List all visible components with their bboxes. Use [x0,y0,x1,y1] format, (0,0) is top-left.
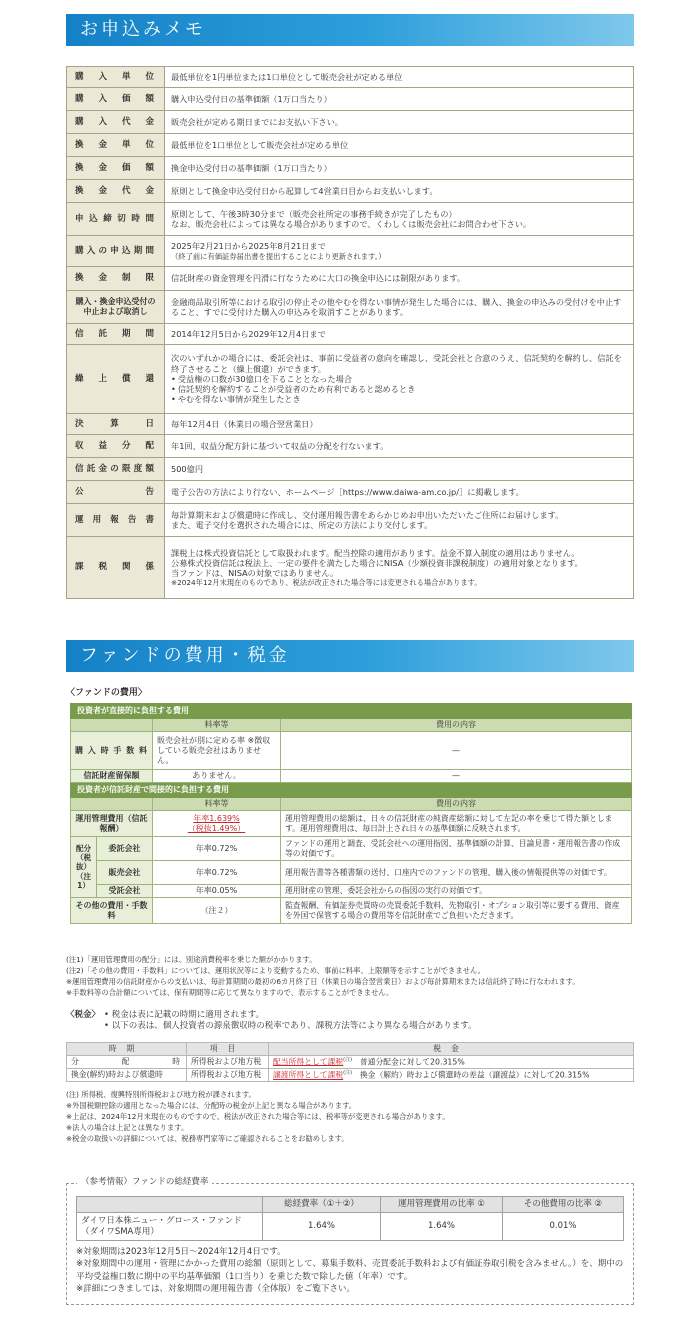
memo-row [67,458,634,481]
allocation-label: 配分（税抜）（注1） [71,837,97,898]
memo-value: 信託財産の資金管理を円滑に行なうために大口の換金申込には制限があります。 [165,267,634,291]
memo-row [67,291,634,324]
memo-value: 金融商品取引所等における取引の停止その他やむを得ない事情が発生した場合には、購入、換金の申込みの受付けを中止すること、すでに受付けた購入の申込みを取消すことがあります。 [165,291,634,324]
memo-value: 最低単位を1口単位として販売会社が定める単位 [165,134,634,157]
management-fee-rate-ex-tax: （税抜1.49%） [187,823,246,833]
tax-row [67,1069,634,1082]
note: ※外国税額控除の適用となった場合には、分配時の税金が上記と異なる場合があります。 [66,1100,357,1110]
management-fee-rate: 年率1.639% [193,813,240,823]
memo-value: 2014年12月5日から2029年12月4日まで [165,324,634,345]
note: ※対象期間中の運用・管理にかかった費用の総額（原則として、募集手数料、売買委託手数料および有価証券取引税を含みません。）を、期中の平均受益権口数に期中の平均基準価額（1口当り）を乗じた数で除した値（年率）です。 [76,1259,624,1282]
fee-row [71,811,632,837]
memo-value: 毎計算期末および償還時に作成し、交付運用報告書をあらかじめお申出いただいたご住所にお届けします。 [171,509,564,520]
memo-row [67,537,634,599]
tax-note-mark: (注) [343,1070,353,1077]
tax-bullet: • 税金は表に記載の時期に適用されます。 [104,1010,265,1020]
memo-label: 信託金の限度額 [67,458,165,481]
total-expense-ratio-table [76,1196,624,1241]
note: ※税金の取扱いの詳細については、税務専門家等にご確認されることをお勧めします。 [66,1133,349,1143]
allocation-name: 委託会社 [97,837,153,861]
tax-bullet: • 以下の表は、個人投資者の源泉徴収時の税率であり、課税方法等により異なる場合があります。 [104,1020,477,1031]
fee-header-row [71,719,632,732]
section-title-fees: ファンドの費用・税金 [66,640,634,672]
memo-label: 運用報告書 [67,504,165,537]
list-item: • やむを得ない事情が発生したとき [171,394,627,404]
memo-value: 2025年2月21日から2025年8月21日まで [171,241,326,252]
tax-desc: 普通分配金に対して20.315% [359,1057,465,1067]
memo-label: 繰上償還 [67,345,165,414]
list-item: • 受益権の口数が30億口を下ることとなった場合 [171,374,627,384]
memo-value: 公募株式投資信託は税法上、一定の要件を満たした場合にNISA（少額投資非課税制度）の適用対象となります。 [171,557,583,568]
memo-value: 換金申込受付日の基準価額（1万口当たり） [165,157,634,180]
memo-label: 申込締切時間 [67,203,165,236]
early-redemption-conditions [171,374,627,405]
management-fee-label: 運用管理費用（信託報酬） [71,811,153,837]
section-title-memo: お申込みメモ [66,14,634,46]
allocation-content: ファンドの運用と調査、受託会社への運用指図、基準価額の計算、目論見書・運用報告書の作成等の対価です。 [281,837,632,861]
memo-value: 毎年12月4日（休業日の場合翌営業日） [165,414,634,435]
memo-label: 課税関係 [67,537,165,599]
tax-header [66,1010,477,1031]
memo-row [67,157,634,180]
memo-value: また、電子交付を選択された場合には、所定の方法により交付します。 [171,520,433,530]
note: ※上記は、2024年12月末現在のものですので、税法が改正された場合等には、税率等が変更される場合があります。 [66,1111,450,1121]
memo-label: 購入代金 [67,111,165,134]
other-fees-label: その他の費用・手数料 [71,898,153,924]
tax-col-tax: 税金 [269,1043,634,1056]
fee-row [71,898,632,924]
memo-label: 購入・換金申込受付の中止および取消し [67,291,165,324]
reserve-content: — [281,770,632,783]
memo-value: 500億円 [165,458,634,481]
memo-row [67,180,634,203]
fee-notes [66,955,636,999]
total-ratio-value: 1.64% [263,1213,381,1241]
fund-fee-table [70,703,632,924]
tax-kind: 譲渡所得として課税 [273,1070,344,1080]
note: (注1)「運用管理費用の配分」には、別途消費税率を乗じた額がかかります。 [66,955,317,964]
memo-row [67,481,634,504]
memo-label: 決算日 [67,414,165,435]
purchase-fee-rate: 販売会社が別に定める率 ※徴収している販売会社はありません。 [153,732,281,770]
tax-row [67,1055,634,1068]
reserve-label: 信託財産留保額 [71,770,153,783]
note: ※法人の場合は上記とは異なります。 [66,1122,189,1132]
head-mgmt-ratio: 運用管理費用の比率 ① [381,1197,503,1213]
memo-row [67,88,634,111]
memo-row [67,236,634,267]
allocation-content: 運用報告書等各種書類の送付、口座内でのファンドの管理、購入後の情報提供等の対価です。 [281,861,632,885]
memo-label: 購入単位 [67,67,165,88]
col-rate-header: 料率等 [153,719,281,732]
note: (注) 所得税、復興特別所得税および地方税が課されます。 [66,1090,256,1099]
allocation-name: 販売会社 [97,861,153,885]
memo-label: 購入価額 [67,88,165,111]
tax-kind: 配当所得として課税 [273,1057,344,1067]
reference-notes [76,1246,628,1295]
memo-label: 換金価額 [67,157,165,180]
memo-value: 販売会社が定める期日までにお支払い下さい。 [165,111,634,134]
other-fees-rate: （注２） [153,898,281,924]
col-content-header: 費用の内容 [281,719,632,732]
purchase-fee-label: 購入時手数料 [71,732,153,770]
other-fees-content: 監査報酬、有価証券売買時の売買委託手数料、先物取引・オプション取引等に要する費用、資産を外国で保管する場合の費用等を信託財産でご負担いただきます。 [281,898,632,924]
col-rate-header: 料率等 [153,798,281,811]
allocation-rate: 年率0.72% [153,861,281,885]
ratio-header-row [77,1197,624,1213]
fee-band-row [71,783,632,798]
list-item: • 信託契約を解約することが受益者のため有利であると認めるとき [171,384,627,394]
memo-label: 換金代金 [67,180,165,203]
memo-value: 当ファンドは、NISAの対象ではありません。 [171,568,339,579]
memo-label: 信託期間 [67,324,165,345]
allocation-rate: 年率0.05% [153,885,281,898]
fee-row [71,732,632,770]
head-other-ratio: その他費用の比率 ② [503,1197,624,1213]
tax-col-time: 時期 [67,1043,187,1056]
memo-row [67,203,634,236]
memo-value: 購入申込受付日の基準価額（1万口当たり） [165,88,634,111]
note: (注2)「その他の費用・手数料」については、運用状況等により変動するため、事前に料率、上限額等を示すことができません。 [66,965,485,975]
fee-row [71,837,632,861]
tax-label: 〈税金〉 [66,1010,101,1020]
memo-value: 次のいずれかの場合には、委託会社は、事前に受益者の意向を確認し、受託会社と合意のうえ、信託契約を解約し、信託を終了させること（繰上償還）ができます。 [171,353,622,374]
allocation-content: 運用財産の管理、委託会社からの指図の実行の対価です。 [281,885,632,898]
memo-row [67,504,634,537]
memo-note: ※2024年12月末現在のものであり、税法が改正された場合等には変更される場合があります。 [171,578,482,588]
tax-item: 所得税および地方税 [187,1069,269,1082]
total-expense-ratio-box [66,1177,634,1305]
direct-cost-band: 投資者が直接的に負担する費用 [71,704,632,719]
indirect-cost-band: 投資者が信託財産で間接的に負担する費用 [71,783,632,798]
fee-row [71,770,632,783]
tax-item: 所得税および地方税 [187,1055,269,1068]
memo-row [67,111,634,134]
memo-row [67,134,634,157]
memo-note: （終了前に有価証券届出書を提出することにより更新されます。） [171,251,386,261]
note: ※運用管理費用の信託財産からの支払いは、毎計算期間の最初の6カ月終了日（休業日の場合翌営業日）および毎計算期末または信託終了時に行なわれます。 [66,976,580,986]
memo-row [67,267,634,291]
memo-row [67,67,634,88]
tax-note-mark: (注) [343,1056,353,1063]
purchase-fee-content: — [281,732,632,770]
memo-label: 換金単位 [67,134,165,157]
tax-header-row [67,1043,634,1056]
tax-table [66,1042,634,1082]
memo-label: 公告 [67,481,165,504]
management-fee-content: 運用管理費用の総額は、日々の信託財産の純資産総額に対して左記の率を乗じて得た額とします。運用管理費用は、毎日計上され日々の基準価額に反映されます。 [281,811,632,837]
reference-title: （参考情報）ファンドの総経費率 [77,1177,212,1188]
memo-label: 購入の申込期間 [67,236,165,267]
col-content-header: 費用の内容 [281,798,632,811]
memo-value: 電子公告の方法により行ない、ホームページ［https://www.daiwa-am.co.jp/］に掲載します。 [165,481,634,504]
note: ※対象期間は2023年12月5日〜2024年12月4日です。 [76,1247,286,1257]
ratio-row [77,1213,624,1241]
fund-name: ダイワ日本株ニュー・グロース・ファンド（ダイワSMA専用） [77,1213,263,1241]
tax-desc: 換金（解約）時および償還時の差益（譲渡益）に対して20.315% [359,1070,590,1080]
memo-value: 年1回、収益分配方針に基づいて収益の分配を行ないます。 [165,435,634,458]
memo-row [67,435,634,458]
other-ratio-value: 0.01% [503,1213,624,1241]
fees-subtitle: 〈ファンドの費用〉 [66,688,147,698]
tax-time: 換金(解約)時および償還時 [67,1069,187,1082]
allocation-name: 受託会社 [97,885,153,898]
memo-row [67,324,634,345]
note: ※詳細につきましては、対象期間の運用報告書（全体版）をご覧下さい。 [76,1283,355,1294]
tax-time: 分配時 [67,1055,187,1068]
memo-label: 換金制限 [67,267,165,291]
application-memo-table [66,66,634,599]
memo-row [67,345,634,414]
fee-header-row [71,798,632,811]
tax-col-item: 項目 [187,1043,269,1056]
reserve-rate: ありません。 [153,770,281,783]
allocation-rate: 年率0.72% [153,837,281,861]
memo-value: 課税上は株式投資信託として取扱われます。配当控除の適用があります。益金不算入制度の適用はありません。 [171,547,580,558]
memo-value: 最低単位を1円単位または1口単位として販売会社が定める単位 [165,67,634,88]
memo-label: 収益分配 [67,435,165,458]
memo-row [67,414,634,435]
tax-notes [66,1090,636,1145]
head-total-ratio: 総経費率（①＋②） [263,1197,381,1213]
note: ※手数料等の合計額については、保有期間等に応じて異なりますので、表示することができません。 [66,987,394,997]
fee-row [71,885,632,898]
memo-value: なお、販売会社によっては異なる場合がありますので、くわしくは販売会社にお問合わせ下さい。 [171,219,532,229]
fee-band-row [71,704,632,719]
mgmt-ratio-value: 1.64% [381,1213,503,1241]
fee-row [71,861,632,885]
memo-value: 原則として、午後3時30分まで（販売会社所定の事務手続きが完了したもの） [171,208,457,219]
memo-value: 原則として換金申込受付日から起算して4営業日目からお支払いします。 [165,180,634,203]
